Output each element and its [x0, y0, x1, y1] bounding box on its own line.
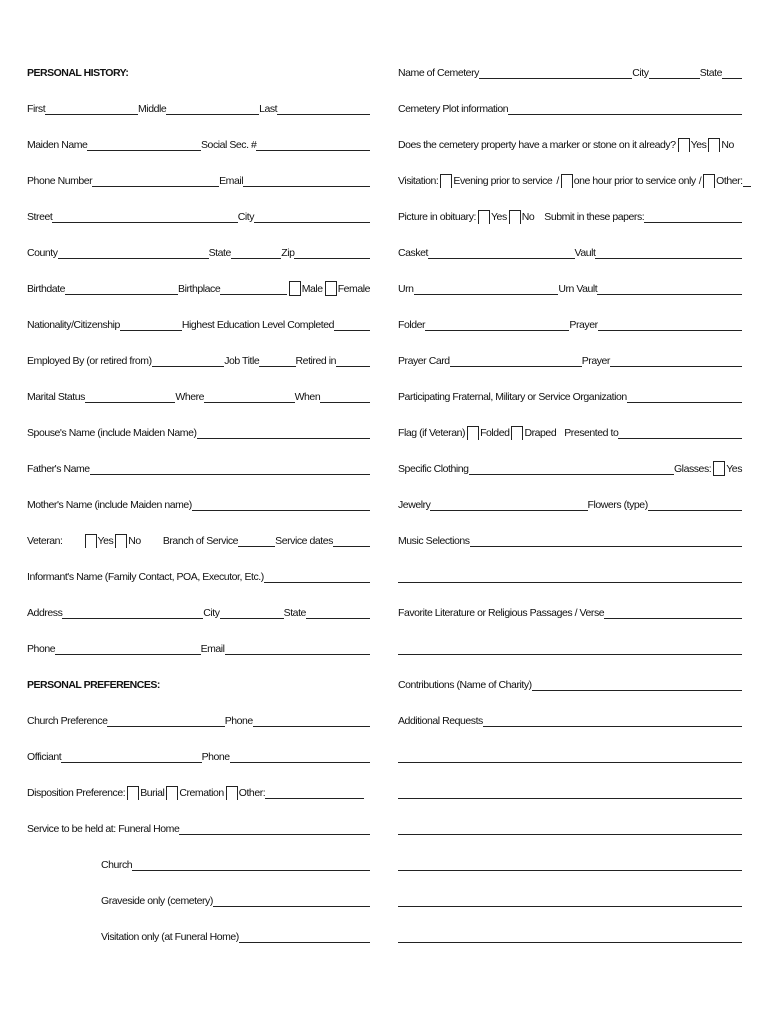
- female-label: Female: [337, 283, 370, 296]
- disposition-label: Disposition Preference:: [27, 787, 126, 800]
- evening-checkbox[interactable]: [440, 174, 452, 188]
- street-label: Street: [27, 211, 53, 224]
- service-held-field[interactable]: [179, 834, 370, 835]
- visitation-slash-1: /: [556, 175, 559, 188]
- phone-number-field[interactable]: [92, 186, 219, 187]
- email-label: Email: [219, 175, 244, 188]
- additional-row-2: [398, 729, 742, 765]
- urn-row: [398, 261, 742, 297]
- branch-label: Branch of Service: [162, 535, 239, 548]
- male-label: Male: [301, 283, 323, 296]
- additional-row-4: [398, 801, 742, 837]
- burial-checkbox[interactable]: [127, 786, 139, 800]
- plot-info-field[interactable]: [508, 114, 742, 115]
- urn-label: Urn: [398, 283, 414, 296]
- additional-field[interactable]: [483, 726, 742, 727]
- nationality-field[interactable]: [120, 330, 182, 331]
- retired-in-field[interactable]: [336, 366, 370, 367]
- maiden-name-field[interactable]: [87, 150, 201, 151]
- father-row: [27, 441, 370, 477]
- picture-yes-checkbox[interactable]: [478, 210, 490, 224]
- first-name-field[interactable]: [45, 114, 138, 115]
- personal-preferences-heading-row: [27, 657, 370, 693]
- casket-label: Casket: [398, 247, 428, 260]
- literature-row: [398, 585, 742, 621]
- additional-field-6[interactable]: [398, 906, 742, 907]
- glasses-yes-checkbox[interactable]: [713, 461, 725, 476]
- maiden-name-label: Maiden Name: [27, 139, 88, 152]
- other-disposition-checkbox[interactable]: [226, 786, 238, 800]
- veteran-no-label: No: [128, 535, 141, 548]
- marital-status-label: Marital Status: [27, 391, 85, 404]
- picture-no-checkbox[interactable]: [509, 210, 521, 224]
- service-dates-label: Service dates: [275, 535, 333, 548]
- fraternal-row: [398, 369, 742, 405]
- music-row-2: [398, 549, 742, 585]
- birthplace-label: Birthplace: [178, 283, 221, 296]
- additional-row-6: [398, 873, 742, 909]
- clothing-field[interactable]: [469, 474, 674, 475]
- graveside-row: [27, 873, 370, 909]
- jewelry-label: Jewelry: [398, 499, 431, 512]
- name-row: [27, 81, 370, 117]
- submit-papers-label: Submit in these papers:: [544, 211, 645, 224]
- maiden-ssn-row: [27, 117, 370, 153]
- marker-question: Does the cemetery property have a marker or stone on it already?: [398, 139, 676, 152]
- email-field[interactable]: [243, 186, 370, 187]
- graveside-field[interactable]: [213, 906, 370, 907]
- picture-label: Picture in obituary:: [398, 211, 476, 224]
- prayer2-label: Prayer: [581, 355, 610, 368]
- flag-label: Flag (if Veteran): [398, 427, 466, 440]
- job-title-field[interactable]: [259, 366, 295, 367]
- middle-name-field[interactable]: [166, 114, 259, 115]
- other-disposition-field[interactable]: [265, 798, 364, 799]
- visitation-label: Visitation:: [398, 175, 439, 188]
- when-label: When: [294, 391, 321, 404]
- last-name-label: Last: [259, 103, 278, 116]
- vault-label: Vault: [574, 247, 596, 260]
- address-row: [27, 585, 370, 621]
- literature-field[interactable]: [604, 618, 742, 619]
- officiant-phone-label: Phone: [201, 751, 230, 764]
- prayer-card-field[interactable]: [450, 366, 582, 367]
- jewelry-row: [398, 477, 742, 513]
- officiant-field[interactable]: [61, 762, 201, 763]
- where-field[interactable]: [204, 402, 295, 403]
- presented-to-field[interactable]: [618, 438, 742, 439]
- personal-history-heading: PERSONAL HISTORY:: [27, 67, 129, 80]
- street-city-row: [27, 189, 370, 225]
- spouse-label: Spouse's Name (include Maiden Name): [27, 427, 197, 440]
- contributions-label: Contributions (Name of Charity): [398, 679, 532, 692]
- cemetery-name-label: Name of Cemetery: [398, 67, 479, 80]
- phone-email-row: [27, 153, 370, 189]
- additional-field-5[interactable]: [398, 870, 742, 871]
- father-label: Father's Name: [27, 463, 90, 476]
- cemetery-state-field[interactable]: [722, 78, 742, 79]
- service-held-label: Service to be held at: Funeral Home: [27, 823, 180, 836]
- education-field[interactable]: [334, 330, 370, 331]
- clothing-label: Specific Clothing: [398, 463, 469, 476]
- county-state-zip-row: [27, 225, 370, 261]
- first-name-label: First: [27, 103, 46, 116]
- additional-field-3[interactable]: [398, 798, 742, 799]
- officiant-label: Officiant: [27, 751, 62, 764]
- cremation-label: Cremation: [179, 787, 224, 800]
- folded-checkbox[interactable]: [467, 426, 479, 440]
- marital-row: [27, 369, 370, 405]
- prayer-field[interactable]: [598, 330, 742, 331]
- flag-row: [398, 405, 742, 441]
- plot-info-label: Cemetery Plot information: [398, 103, 509, 116]
- additional-row-3: [398, 765, 742, 801]
- flowers-label: Flowers (type): [587, 499, 648, 512]
- city2-label: City: [203, 607, 220, 620]
- fraternal-field[interactable]: [627, 402, 742, 403]
- last-name-field[interactable]: [277, 114, 370, 115]
- service-dates-field[interactable]: [333, 546, 370, 547]
- music-field[interactable]: [470, 546, 742, 547]
- cemetery-city-label: City: [632, 67, 649, 80]
- urn-field[interactable]: [414, 294, 559, 295]
- burial-label: Burial: [140, 787, 165, 800]
- prayer-label: Prayer: [569, 319, 598, 332]
- visitation-other-label: Other:: [716, 175, 743, 188]
- informant-field[interactable]: [264, 582, 370, 583]
- county-field[interactable]: [58, 258, 209, 259]
- plot-info-row: [398, 81, 742, 117]
- veteran-no-checkbox[interactable]: [115, 534, 127, 548]
- evening-label: Evening prior to service: [453, 175, 553, 188]
- music-label: Music Selections: [398, 535, 470, 548]
- job-title-label: Job Title: [224, 355, 260, 368]
- literature-label: Favorite Literature or Religious Passages / Verse: [398, 607, 605, 620]
- church-pref-label: Church Preference: [27, 715, 108, 728]
- other-disposition-label: Other:: [238, 787, 266, 800]
- state-label: State: [208, 247, 231, 260]
- vault-field[interactable]: [595, 258, 742, 259]
- literature-row-2: [398, 621, 742, 657]
- contributions-row: [398, 657, 742, 693]
- cemetery-city-field[interactable]: [649, 78, 700, 79]
- folder-row: [398, 297, 742, 333]
- birthplace-field[interactable]: [220, 294, 287, 295]
- father-field[interactable]: [90, 474, 370, 475]
- church-pref-field[interactable]: [107, 726, 224, 727]
- veteran-label: Veteran:: [27, 535, 63, 548]
- additional-field-4[interactable]: [398, 834, 742, 835]
- casket-field[interactable]: [428, 258, 575, 259]
- marker-row: [398, 117, 742, 153]
- prayer2-field[interactable]: [610, 366, 742, 367]
- social-sec-field[interactable]: [256, 150, 370, 151]
- when-field[interactable]: [320, 402, 370, 403]
- nationality-label: Nationality/Citizenship: [27, 319, 120, 332]
- folder-label: Folder: [398, 319, 426, 332]
- birth-row: [27, 261, 370, 297]
- phone-label: Phone: [27, 643, 56, 656]
- nationality-row: [27, 297, 370, 333]
- address-field[interactable]: [62, 618, 203, 619]
- church-label: Church: [101, 859, 133, 872]
- additional-field-2[interactable]: [398, 762, 742, 763]
- personal-history-column: [27, 63, 370, 945]
- county-label: County: [27, 247, 58, 260]
- marker-yes-checkbox[interactable]: [678, 138, 690, 152]
- middle-name-label: Middle: [138, 103, 167, 116]
- birthdate-label: Birthdate: [27, 283, 65, 296]
- address-label: Address: [27, 607, 63, 620]
- urn-vault-field[interactable]: [597, 294, 742, 295]
- male-checkbox[interactable]: [289, 281, 301, 296]
- employment-row: [27, 333, 370, 369]
- mother-row: [27, 477, 370, 513]
- marker-yes-label: Yes: [690, 139, 707, 152]
- church-phone-label: Phone: [224, 715, 253, 728]
- cemetery-row: [398, 63, 742, 81]
- personal-preferences-heading: PERSONAL PREFERENCES:: [27, 679, 160, 692]
- street-field[interactable]: [52, 222, 237, 223]
- contributions-field[interactable]: [532, 690, 742, 691]
- zip-field[interactable]: [294, 258, 370, 259]
- picture-yes-label: Yes: [490, 211, 507, 224]
- service-held-row: [27, 801, 370, 837]
- email2-field[interactable]: [225, 654, 370, 655]
- personal-history-heading-row: [27, 63, 370, 81]
- additional-label: Additional Requests: [398, 715, 483, 728]
- cemetery-name-field[interactable]: [479, 78, 632, 79]
- mother-label: Mother's Name (include Maiden name): [27, 499, 192, 512]
- state2-field[interactable]: [306, 618, 370, 619]
- informant-row: [27, 549, 370, 585]
- additional-row: [398, 693, 742, 729]
- arrangements-column: [398, 63, 742, 945]
- spouse-field[interactable]: [197, 438, 370, 439]
- church-field[interactable]: [132, 870, 370, 871]
- draped-label: Draped: [524, 427, 557, 440]
- phone-number-label: Phone Number: [27, 175, 93, 188]
- church-phone-field[interactable]: [253, 726, 370, 727]
- additional-field-7[interactable]: [398, 942, 742, 943]
- email2-label: Email: [200, 643, 225, 656]
- employed-by-label: Employed By (or retired from): [27, 355, 152, 368]
- visitation-other-field[interactable]: [743, 186, 751, 187]
- marker-no-label: No: [721, 139, 734, 152]
- veteran-row: [27, 513, 370, 549]
- glasses-label: Glasses:: [673, 463, 712, 476]
- social-sec-label: Social Sec. #: [201, 139, 257, 152]
- cemetery-state-label: State: [699, 67, 722, 80]
- officiant-phone-field[interactable]: [230, 762, 370, 763]
- graveside-label: Graveside only (cemetery): [101, 895, 213, 908]
- prayer-card-row: [398, 333, 742, 369]
- fraternal-label: Participating Fraternal, Military or Service Organization: [398, 391, 627, 404]
- church-row: [27, 837, 370, 873]
- female-checkbox[interactable]: [325, 281, 337, 296]
- additional-row-7: [398, 909, 742, 945]
- picture-no-label: No: [521, 211, 535, 224]
- music-row: [398, 513, 742, 549]
- birthdate-field[interactable]: [65, 294, 178, 295]
- casket-row: [398, 225, 742, 261]
- state2-label: State: [283, 607, 306, 620]
- picture-row: [398, 189, 742, 225]
- submit-papers-field[interactable]: [644, 222, 742, 223]
- glasses-yes-label: Yes: [726, 463, 742, 476]
- where-label: Where: [175, 391, 205, 404]
- phone-field[interactable]: [55, 654, 200, 655]
- retired-in-label: Retired in: [295, 355, 336, 368]
- clothing-row: [398, 441, 742, 477]
- prayer-card-label: Prayer Card: [398, 355, 450, 368]
- officiant-row: [27, 729, 370, 765]
- mother-field[interactable]: [192, 510, 370, 511]
- informant-label: Informant's Name (Family Contact, POA, Executor, Etc.): [27, 571, 264, 584]
- folded-label: Folded: [480, 427, 510, 440]
- folder-field[interactable]: [425, 330, 569, 331]
- city-field[interactable]: [254, 222, 370, 223]
- spouse-row: [27, 405, 370, 441]
- city2-field[interactable]: [220, 618, 284, 619]
- flowers-field[interactable]: [648, 510, 742, 511]
- phone-email2-row: [27, 621, 370, 657]
- presented-to-label: Presented to: [564, 427, 619, 440]
- veteran-yes-checkbox[interactable]: [85, 534, 97, 548]
- music-field-2[interactable]: [398, 582, 742, 583]
- education-label: Highest Education Level Completed: [181, 319, 334, 332]
- veteran-yes-label: Yes: [97, 535, 114, 548]
- urn-vault-label: Urn Vault: [558, 283, 598, 296]
- zip-label: Zip: [281, 247, 295, 260]
- jewelry-field[interactable]: [430, 510, 587, 511]
- visitation-row: [398, 153, 742, 189]
- visitation-other-checkbox[interactable]: [703, 174, 715, 188]
- visitation-only-field[interactable]: [239, 942, 370, 943]
- disposition-row: [27, 765, 370, 801]
- employed-by-field[interactable]: [152, 366, 225, 367]
- church-pref-row: [27, 693, 370, 729]
- additional-row-5: [398, 837, 742, 873]
- one-hour-label: one hour prior to service only: [573, 175, 696, 188]
- visitation-only-label: Visitation only (at Funeral Home): [101, 931, 239, 944]
- visitation-only-row: [27, 909, 370, 945]
- one-hour-checkbox[interactable]: [561, 174, 573, 188]
- branch-field[interactable]: [238, 546, 275, 547]
- visitation-slash-2: /: [698, 175, 702, 188]
- literature-field-2[interactable]: [398, 654, 742, 655]
- state-field[interactable]: [231, 258, 281, 259]
- draped-checkbox[interactable]: [511, 426, 523, 440]
- cremation-checkbox[interactable]: [166, 786, 178, 800]
- marital-status-field[interactable]: [85, 402, 176, 403]
- marker-no-checkbox[interactable]: [708, 138, 720, 152]
- city-label: City: [237, 211, 255, 224]
